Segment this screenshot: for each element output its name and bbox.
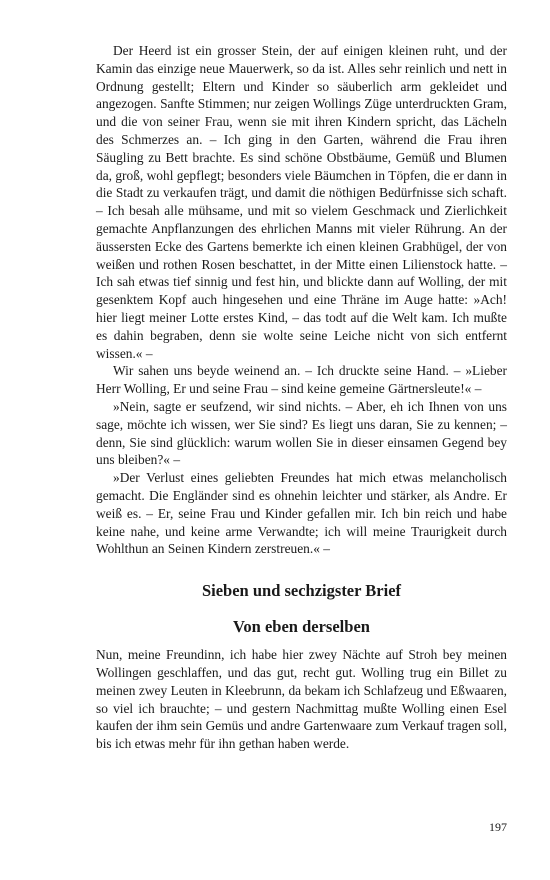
body-paragraph: »Nein, sagte er seufzend, wir sind nichts. – Aber, eh ich Ihnen von uns sage, möchte ich wissen, wer Sie sind? Es liegt uns daran, Sie zu kennen; – denn, Sie sind glücklich: warum wollen Sie in dieser einsamen Gegend bey uns bleiben?« – <box>96 398 507 468</box>
book-page <box>96 42 507 753</box>
body-paragraph: Der Heerd ist ein grosser Stein, der auf einigen kleinen ruht, und der Kamin das einzige neue Mauerwerk, so da ist. Alles sehr reinlich und nett in Ordnung gestellt; Eltern und Kinder so säuberlich arm gekleidet und angezogen. Sanfte Stimmen; nur zeigen Wollings Züge unterdruckten Gram, und die von seiner Frau, wenn sie mit ihren Kindern spricht, das Lächeln des Schmerzes an. – Ich ging in den Garten, während die Frau ihren Säugling zu Bett brachte. Es sind schöne Obstbäume, Gemüß und Blumen da, groß, wohl gepflegt; besonders viele Bäumchen in Töpfen, die er dann in die Stadt zu verkaufen trägt, und damit die nöthigen Bedürfnisse sich schaft. – Ich besah alle mühsame, und mit so vielem Geschmack und Zierlichkeit gemachte Anpflanzungen des ehrlichen Manns mit vieler Rührung. An der äussersten Ecke des Gartens bemerkte ich einen kleinen Grabhügel, der von weißen und rothen Rosen beschattet, in der Mitte einen Lilienstock hatte. – Ich sah etwas tief sinnig und fest hin, und blickte dann auf Wolling, der mit gesenktem Kopf auch hingesehen und eine Thräne im Auge hatte: »Ach! hier liegt meiner Lotte erstes Kind, – das todt auf die Welt kam. Ich mußte es dahin begraben, denn sie wolte seine Leiche nicht von sich entfernt wissen.« – <box>96 43 507 361</box>
body-paragraph: Wir sahen uns beyde weinend an. – Ich druckte seine Hand. – »Lieber Herr Wolling, Er und seine Frau – sind keine gemeine Gärtnersleute!« – <box>96 363 507 397</box>
letter-subheading: Von eben derselben <box>233 617 370 637</box>
body-paragraph: »Der Verlust eines geliebten Freundes hat mich etwas melancholisch gemacht. Die Engländer sind es ohnehin leichter und stärker, als Andre. Er weiß es. – Er, seine Frau und Kinder gefallen mir. Ich bin reich und habe keine nahe, und keine arme Verwandte; ich will meine Traurigkeit durch Wohlthun an Seinen Kindern zerstreuen.« – <box>96 470 507 557</box>
letter-heading: Sieben und sechzigster Brief <box>201 581 402 601</box>
body-paragraph: Nun, meine Freundinn, ich habe hier zwey Nächte auf Stroh bey meinen Wollingen geschlaffen, und das gut, recht gut. Wolling trug ein Billet zu meinen zwey Leuten in Kleebrunn, da bekam ich Schlafzeug und Eßwaaren, so viel ich brauchte; – und gestern Nachmittag mußte Wolling einen Esel kaufen der ihm sein Gemüs und andre Gartenwaare zum Verkauf tragen soll, bis ich etwas mehr für ihn gethan haben werde. <box>96 647 507 752</box>
page-number: 197 <box>489 820 507 834</box>
